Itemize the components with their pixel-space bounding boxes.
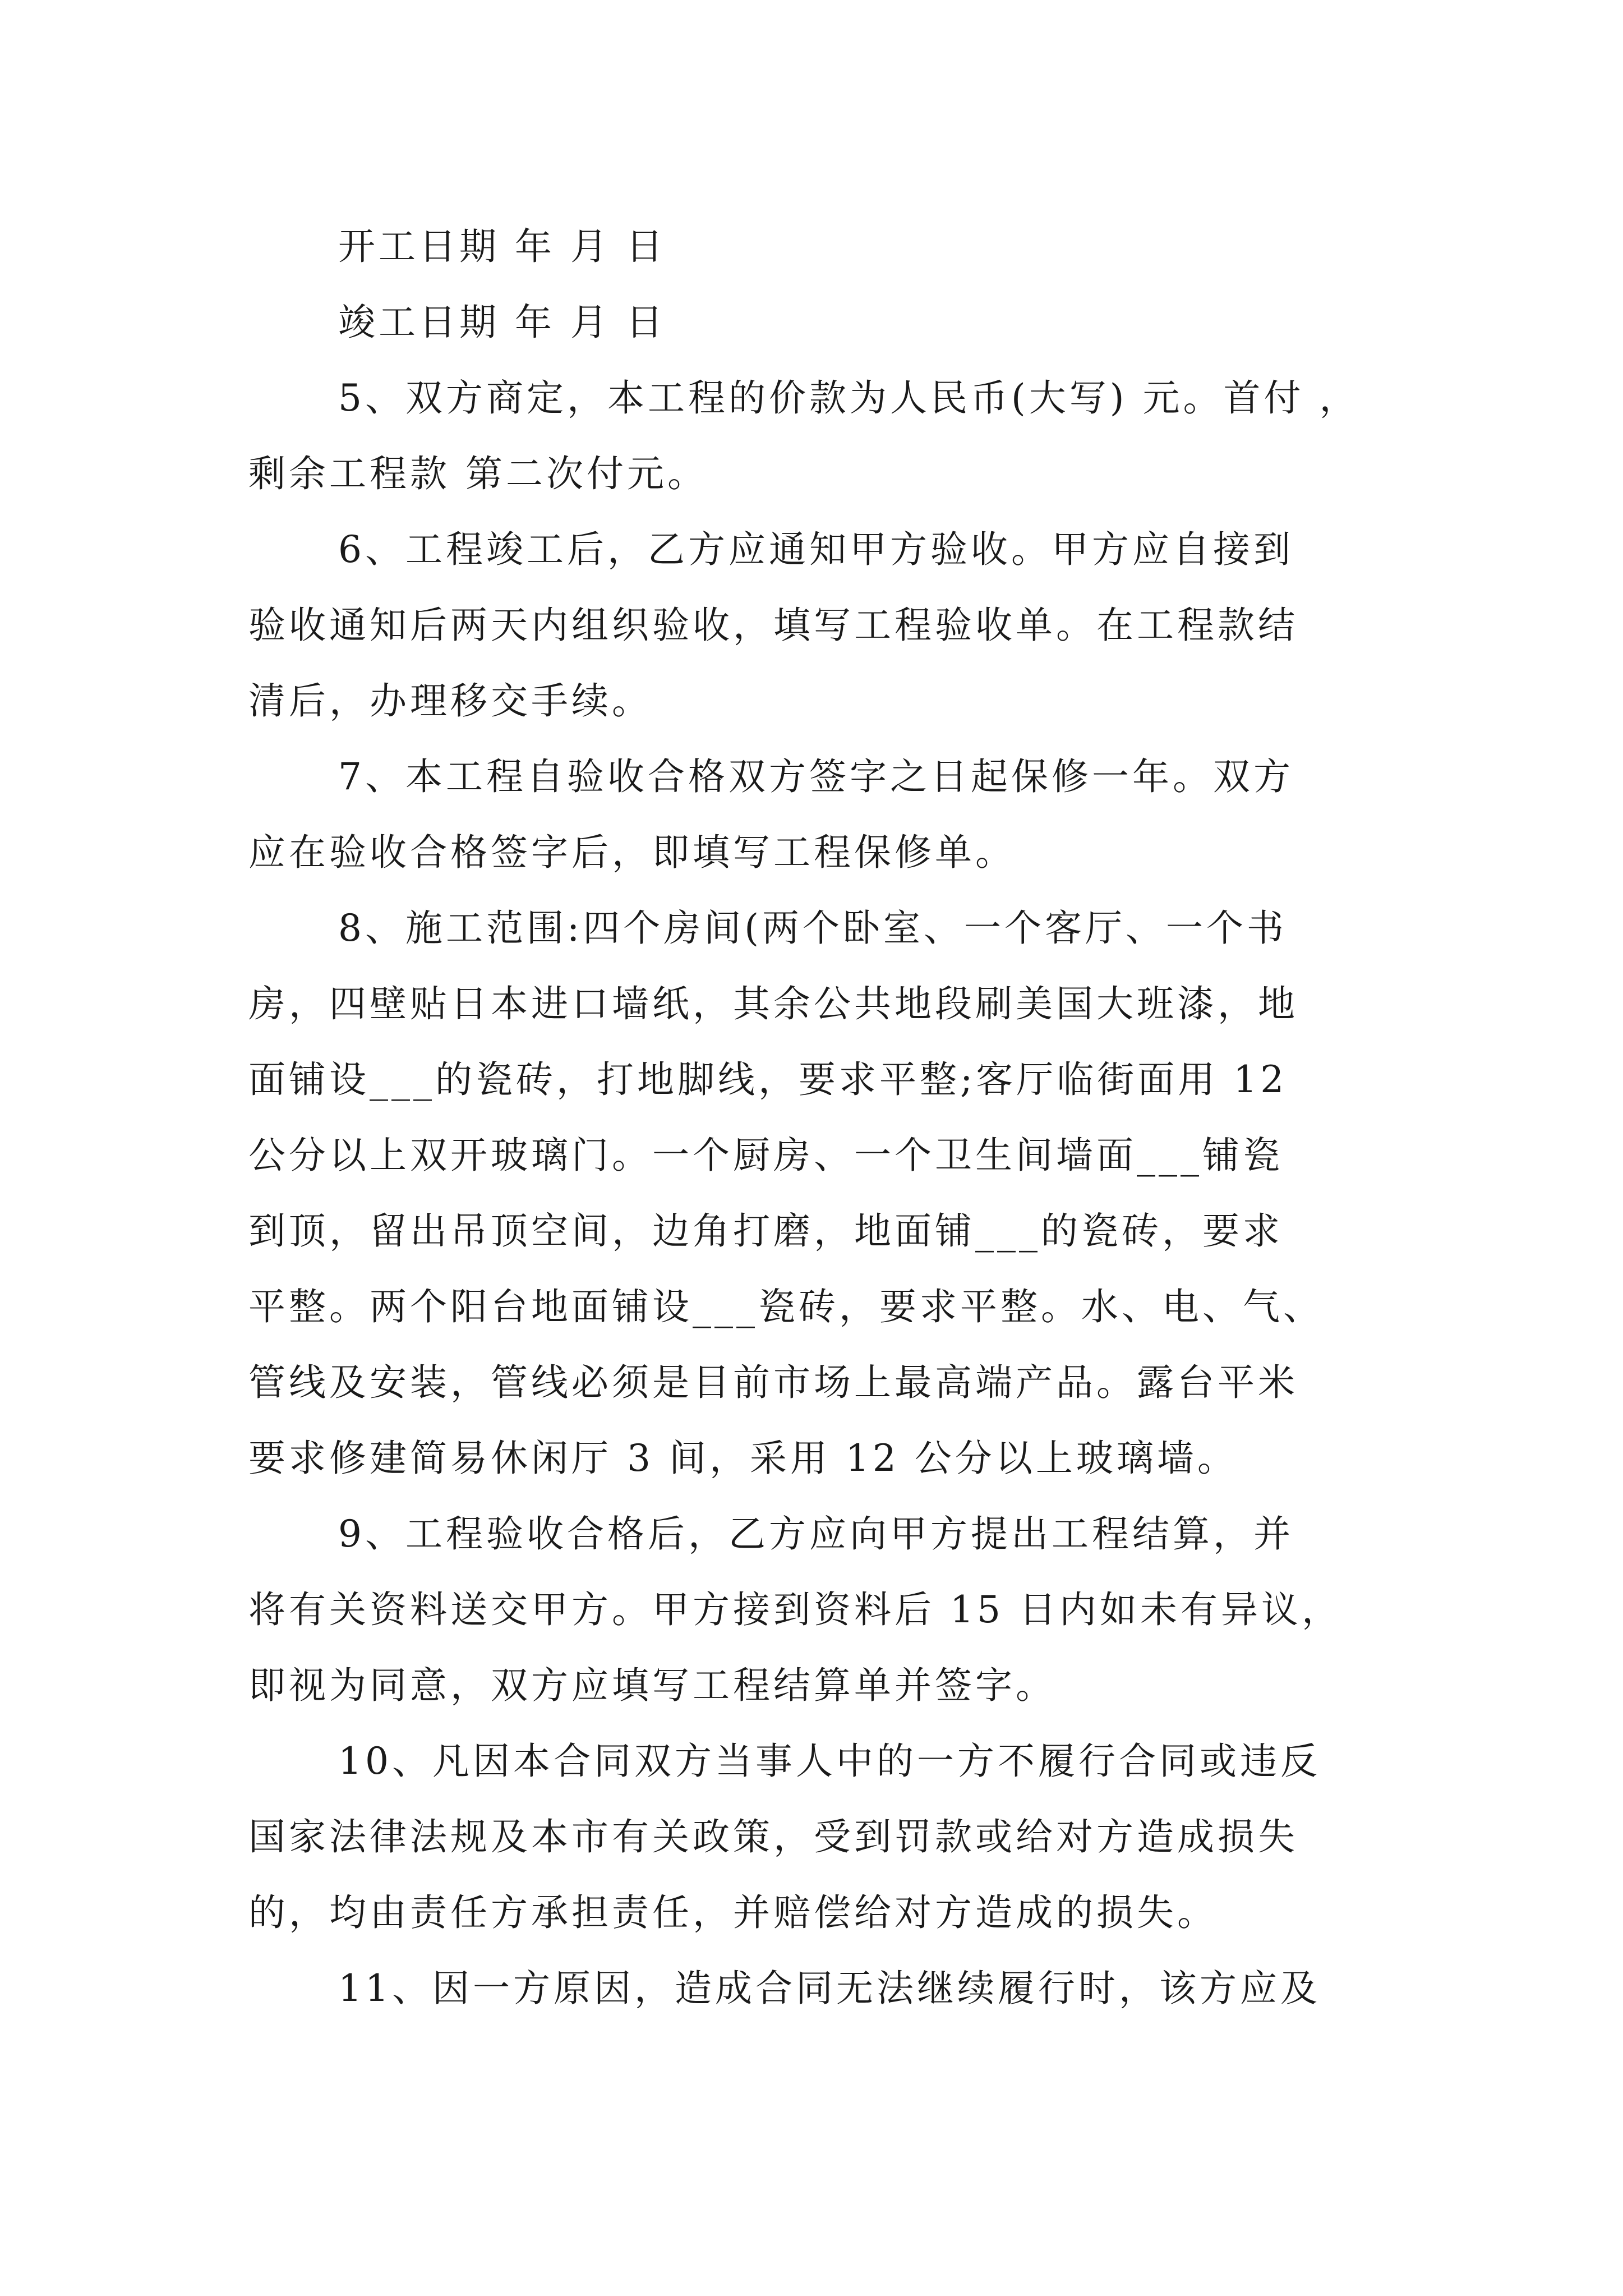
clause-10-line-3: 的，均由责任方承担责任，并赔偿给对方造成的损失。	[248, 1891, 1218, 1934]
clause-6-line-2: 验收通知后两天内组织验收，填写工程验收单。在工程款结	[248, 604, 1298, 647]
document-body	[248, 209, 1393, 2026]
clause-7-line-2: 应在验收合格签字后，即填写工程保修单。	[248, 831, 1016, 874]
clause-8-line-6: 平整。两个阳台地面铺设___瓷砖，要求平整。水、电、气、	[248, 1285, 1324, 1328]
start-date-line: 开工日期 年 月 日	[338, 225, 666, 268]
clause-5-line-1: 5、双方商定，本工程的价款为人民币(大写) 元。首付 ，	[338, 376, 1360, 420]
clause-5-line-2: 剩余工程款 第二次付元。	[248, 452, 708, 495]
clause-8-line-5: 到顶，留出吊顶空间，边角打磨，地面铺___的瓷砖，要求	[248, 1209, 1283, 1253]
clause-6-line-3: 清后，办理移交手续。	[248, 679, 652, 723]
clause-10-line-1: 10、凡因本合同双方当事人中的一方不履行合同或违反	[338, 1740, 1321, 1783]
clause-8-line-8: 要求修建简易休闲厅 3 间，采用 12 公分以上玻璃墙。	[248, 1437, 1238, 1480]
clause-8-line-3: 面铺设___的瓷砖，打地脚线，要求平整;客厅临街面用 12	[248, 1058, 1288, 1101]
clause-9-line-3: 即视为同意，双方应填写工程结算单并签字。	[248, 1664, 1056, 1707]
clause-11-line-1: 11、因一方原因，造成合同无法继续履行时，该方应及	[338, 1967, 1321, 2010]
clause-7-line-1: 7、本工程自验收合格双方签字之日起保修一年。双方	[338, 755, 1294, 798]
clause-6-line-1: 6、工程竣工后，乙方应通知甲方验收。甲方应自接到	[338, 528, 1294, 571]
clause-8-line-1: 8、施工范围:四个房间(两个卧室、一个客厅、一个书	[338, 907, 1287, 950]
clause-8-line-4: 公分以上双开玻璃门。一个厨房、一个卫生间墙面___铺瓷	[248, 1134, 1283, 1177]
clause-9-line-1: 9、工程验收合格后，乙方应向甲方提出工程结算，并	[338, 1512, 1294, 1556]
clause-10-line-2: 国家法律法规及本市有关政策，受到罚款或给对方造成损失	[248, 1815, 1298, 1858]
clause-9-line-2: 将有关资料送交甲方。甲方接到资料后 15 日内如未有异议，	[248, 1588, 1342, 1631]
clause-8-line-7: 管线及安装，管线必须是目前市场上最高端产品。露台平米	[248, 1361, 1298, 1404]
clause-8-line-2: 房，四壁贴日本进口墙纸，其余公共地段刷美国大班漆，地	[248, 982, 1298, 1025]
completion-date-line: 竣工日期 年 月 日	[338, 301, 666, 344]
